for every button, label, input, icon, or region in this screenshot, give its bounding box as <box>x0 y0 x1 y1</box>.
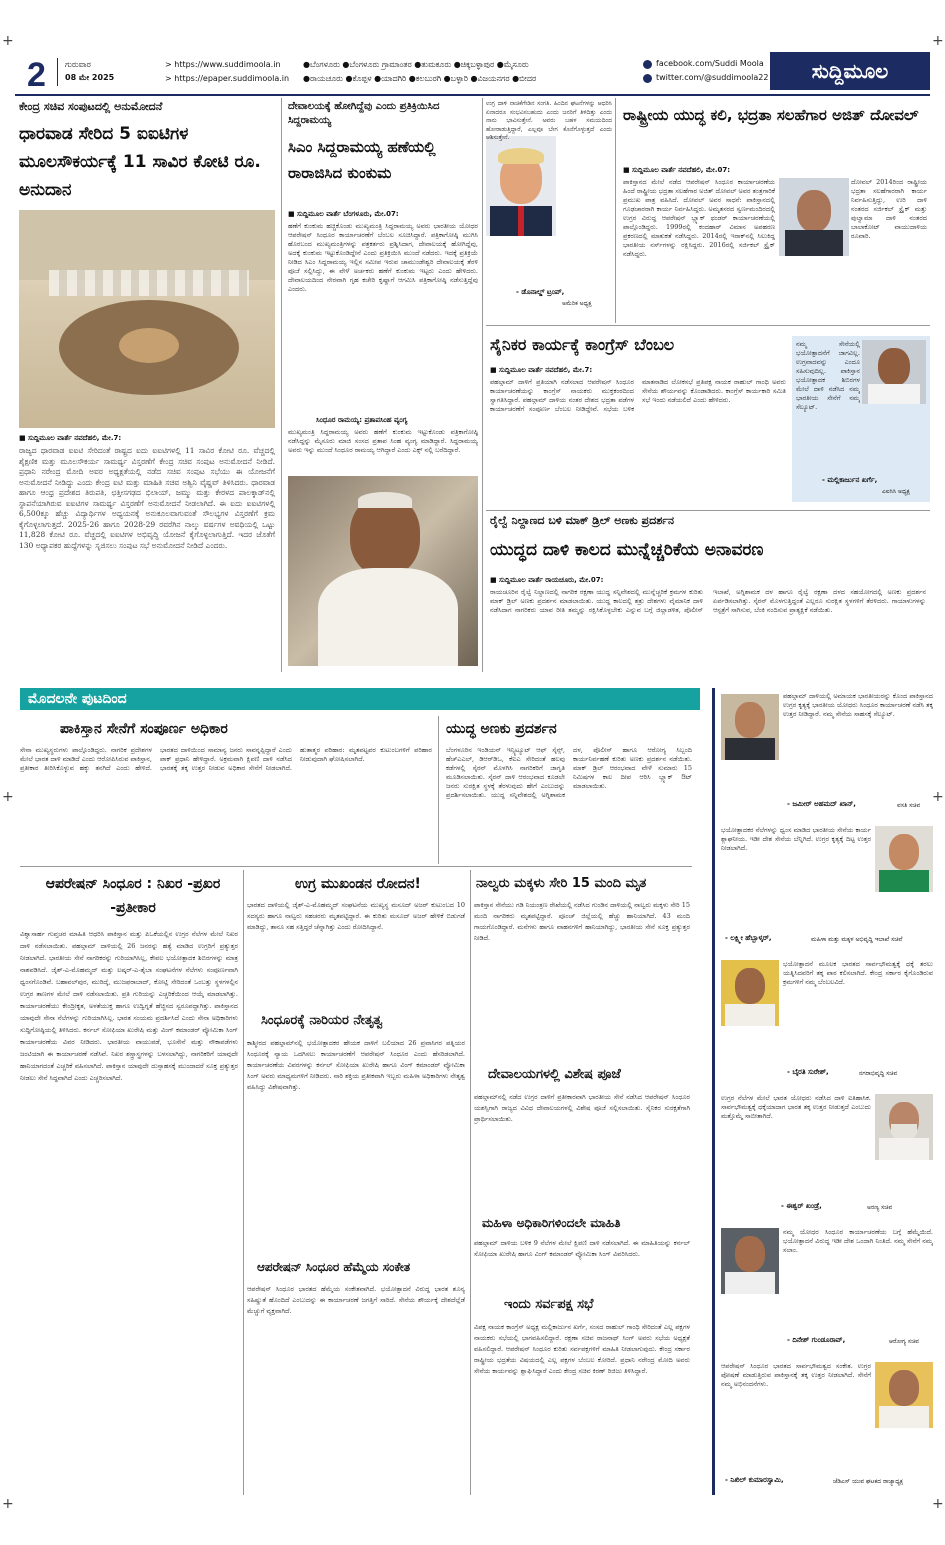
quote-role: ಅಮೆರಿಕ ಅಧ್ಯಕ್ಷ <box>562 300 592 307</box>
story-body-2: ಕಾಶ್ಮೀರದ ಪಹಲ್ಗಾಮ್‌ನಲ್ಲಿ ಭಯೋತ್ಪಾದಕರ ಹೇಯಕ ದಾಳಿಗೆ ಬಲಿಯಾದ 26 ಪ್ರವಾಸಿಗರ ಪತ್ನಿಯರ ಸಿಂಧೂರಕ್ಕೆ ನ್ಯಾಯ ಒದಗಿಸಲು ಕಾರ್ಯಾಚರಣೆಗೆ ಆಪರೇಷನ್ ಸಿಂಧೂರ ಎಂದು ಹೆಸರಿಡಲಾಗಿದೆ. ಕಾರ್ಯಾಚರಣೆಯ ವಿವರಗಳನ್ನು ಕರ್ನಲ್ ಸೋಫಿಯಾ ಖುರೇಷಿ ಹಾಗೂ ವಿಂಗ್ ಕಮಾಂಡರ್ ವ್ಯೋಮಿಕಾ ಸಿಂಗ್ ಅವರು ಮಾಧ್ಯಮಗಳಿಗೆ ನೀಡಿದರು. ನಾರಿ ಶಕ್ತಿಯ ಪ್ರತೀಕವಾಗಿ ಇಬ್ಬರು ಮಹಿಳಾ ಅಧಿಕಾರಿಗಳು ನೇತೃತ್ವ ವಹಿಸಿದ್ದು ವಿಶೇಷವಾಗಿತ್ತು. <box>247 1039 465 1091</box>
photo-face <box>889 1370 919 1406</box>
story-subhead-3: ಇಂದು ಸರ್ವಪಕ್ಷ ಸಭೆ <box>504 1297 594 1312</box>
story-body: ಪಾಕಿಸ್ತಾನದ ಮೇಲೆ ನಡೆದ ಆಪರೇಷನ್ ಸಿಂಧೂರ ಕಾರ್ಯಾಚರಣೆಯ ಹಿಂದೆ ರಾಷ್ಟ್ರೀಯ ಭದ್ರತಾ ಸಲಹೆಗಾರ ಅಜಿತ್ ದೋವಲ್ ಅವರ ತಂತ್ರಗಾರಿಕೆ ಪ್ರಮುಖ ಪಾತ್ರ ವಹಿಸಿದೆ. ದೋವಲ್ ಅವರ ಸಾಧನೆ: ಪಾಕಿಸ್ತಾನದಲ್ಲಿ ಗೂಢಚಾರರಾಗಿ ಕಾರ್ಯ ನಿರ್ವಹಿಸಿದ್ದರು. ಅಮೃತಸರದ ಸ್ವರ್ಣಮಂದಿರದಲ್ಲಿ ಉಗ್ರರ ವಿರುದ್ಧ ಆಪರೇಷನ್ ಬ್ಲ್ಯಾಕ್ ಥಂಡರ್ ಕಾರ್ಯಾಚರಣೆಯಲ್ಲಿ ಪಾಲ್ಗೊಂಡಿದ್ದರು. 1999ರಲ್ಲಿ ಕಂದಹಾರ್ ವಿಮಾನ ಅಪಹರಣ ಪ್ರಕರಣದಲ್ಲಿ ಮಾತುಕತೆ ನಡೆಸಿದ್ದರು. 2014ರಲ್ಲಿ ಇರಾಕ್‌ನಲ್ಲಿ ಸಿಲುಕಿದ್ದ ಭಾರತೀಯ ನರ್ಸ್‌ಗಳನ್ನು ರಕ್ಷಿಸಿದ್ದರು. 2016ರಲ್ಲಿ ಸರ್ಜಿಕಲ್ ಸ್ಟ್ರೈಕ್ ನಡೆಸಿದ್ದರು. <box>623 178 775 258</box>
quote-photo <box>721 1228 779 1294</box>
story-body: ಹಣೆಗೆ ಕುಂಕುಮ ಹಚ್ಚಿಕೊಂಡು ಮುಖ್ಯಮಂತ್ರಿ ಸಿದ್ದರಾಮಯ್ಯ ಅವರು ಭಾರತೀಯ ಯೋಧರ ಆಪರೇಷನ್ ಸಿಂಧೂರ ಕಾರ್ಯಾಚರಣೆಗೆ ಬೆಂಬಲ ಸೂಚಿಸಿದ್ದಾರೆ. ಪತ್ರಿಕಾಗೋಷ್ಠಿ ಮುಗಿಸಿ ಹೊರಬಂದ ಮುಖ್ಯಮಂತ್ರಿಗಳನ್ನು ಪತ್ರಕರ್ತರು ಪ್ರಶ್ನಿಸಿದಾಗ, ದೇವಾಲಯಕ್ಕೆ ಹೋಗಿದ್ದೆವು, ಅದಕ್ಕೆ ಕುಂಕುಮ ಇಟ್ಟುಕೊಂಡಿದ್ದೇನೆ ಎಂದು ಪ್ರತಿಕ್ರಿಯಿಸಿ ಮುಂದೆ ನಡೆದರು. ಇದಕ್ಕೆ ಪ್ರತಿಕ್ರಿಯೆ ನೀಡಿದ ಸಿಎಂ ಸಿದ್ದರಾಮಯ್ಯ ಇಲ್ಲಿನ ಸಮೀಪ ಇರುವ ಚಾಮುಂಡೇಶ್ವರಿ ದೇವಾಲಯಕ್ಕೆ ತೆರಳಿ ಪೂಜೆ ಸಲ್ಲಿಸಿದ್ದು, ಈ ವೇಳೆ ಅರ್ಚಕರು ಹಣೆಗೆ ಕುಂಕುಮ ಇಟ್ಟರು ಎಂದು ಹೇಳಿದರು. ದೇವಾಲಯದಿಂದ ನೇರವಾಗಿ ಗೃಹ ಕಚೇರಿ ಕೃಷ್ಣಾಗೆ ಆಗಮಿಸಿ ಪತ್ರಿಕಾಗೋಷ್ಠಿ ನಡೆಸುತ್ತಿದ್ದೆವು ಎಂದರು. <box>288 222 478 293</box>
story-operation-sindoor <box>20 870 240 1495</box>
photo-shirt <box>725 1004 775 1026</box>
story-headline: ಸಿಎಂ ಸಿದ್ದರಾಮಯ್ಯ ಹಣೆಯಲ್ಲಿ ರಾರಾಜಿಸಿದ ಕುಂಕುಮ <box>288 138 436 182</box>
story-mock-drill <box>486 512 930 672</box>
story-body: ರಾಜ್ಯದ ಧಾರವಾಡ ಐಐಟಿ ಸೇರಿದಂತೆ ರಾಷ್ಟ್ರದ ಐದು ಐಐಟಿಗಳಲ್ಲಿ 11 ಸಾವಿರ ಕೋಟಿ ರೂ. ವೆಚ್ಚದಲ್ಲಿ ಶೈಕ್ಷಣಿಕ ಮತ್ತು ಮೂಲಸೌಕರ್ಯ ಸಾಮರ್ಥ್ಯ ವಿಸ್ತರಣೆಗೆ ಕೇಂದ್ರ ಸಚಿವ ಸಂಪುಟ ಅನುಮೋದನೆ ನೀಡಿದೆ. ಪ್ರಧಾನಿ ನರೇಂದ್ರ ಮೋದಿ ಅವರ ಅಧ್ಯಕ್ಷತೆಯಲ್ಲಿ ನಡೆದ ಸಚಿವ ಸಂಪುಟ ಸಭೆಯು ಈ ಯೋಜನೆಗೆ ಅನುಮೋದನೆ ನೀಡಿದ್ದು ಎಂದು ಕೇಂದ್ರ ಐಟಿ ಮತ್ತು ಮಾಹಿತಿ ಸಚಿವ ಅಶ್ವಿನಿ ವೈಷ್ಣವ್ ತಿಳಿಸಿದರು. ಧಾರವಾಡ ಹಾಗೂ ಆಂಧ್ರ ಪ್ರದೇಶದ ತಿರುಪತಿ, ಛತ್ತೀಸಗಢದ ಭಿಲಾಯ್, ಜಮ್ಮು ಮತ್ತು ಕೇರಳದ ಪಾಲಕ್ಕಾಡ್‌ನಲ್ಲಿ ಸ್ಥಾಪನೆಯಾಗಿರುವ ಐಐಟಿಗಳ ಸಾಮರ್ಥ್ಯ ವಿಸ್ತರಣೆಗೆ ಅನುಮೋದನೆ ನೀಡಲಾಗಿದೆ. ಈ ಐದು ಐಐಟಿಗಳಲ್ಲಿ 6,500ಕ್ಕೂ ಹೆಚ್ಚು ವಿದ್ಯಾರ್ಥಿಗಳ ಅಧ್ಯಯನಕ್ಕೆ ಅನುಕೂಲವಾಗುವಂತೆ ಸೌಲಭ್ಯಗಳ ವಿಸ್ತರಣೆಗೆ ಕ್ರಮ ಕೈಗೊಳ್ಳಲಾಗುತ್ತದೆ. 2025-26 ಹಾಗೂ 2028-29 ರವರೆಗಿನ ನಾಲ್ಕು ವರ್ಷಗಳ ಅವಧಿಯಲ್ಲಿ ಒಟ್ಟು 11,828 ಕೋಟಿ ರೂ. ವೆಚ್ಚದಲ್ಲಿ ಐಐಟಿಗಳ ಅಭಿವೃದ್ಧಿ ಯೋಜನೆ ಕೈಗೊಳ್ಳಲಾಗುತ್ತಿದೆ. ಇದರ ಜೊತೆಗೆ 130 ಅಧ್ಯಾಪಕರ ಹುದ್ದೆಗಳನ್ನು ಸೃಜಿಸಲು ಸಂಪುಟ ಸಭೆ ಅನುಮೋದನೆ ನೀಡಿದೆ ಎಂದರು. <box>19 446 275 550</box>
quote-role: ಎಐಸಿಸಿ ಅಧ್ಯಕ್ಷ <box>882 488 910 495</box>
quote-role: ಅರಣ್ಯ ಸಚಿವ <box>867 1204 893 1211</box>
quote-text: ನಮ್ಮ ಯೋಧರ ಸಿಂಧೂರ ಕಾರ್ಯಾಚರಣೆಯ ಬಗ್ಗೆ ಹೆಮ್ಮೆಯಿದೆ. ಭಯೋತ್ಪಾದನೆ ವಿರುದ್ಧ ಇಡೀ ದೇಶ ಒಂದಾಗಿ ನಿಂತಿದೆ. ನಮ್ಮ ಸೇನೆಗೆ ನಮ್ಮ ಸಲಾಂ. <box>783 1228 933 1254</box>
quote-text: ಆಪರೇಷನ್ ಸಿಂಧೂರ ಭಾರತದ ಸಾರ್ವಭೌಮತ್ವದ ಸಂಕೇತ. ಉಗ್ರರ ಪೋಷಣೆ ಮಾಡುತ್ತಿರುವ ಪಾಕಿಸ್ತಾನಕ್ಕೆ ತಕ್ಕ ಉತ್ತರ ನೀಡಲಾಗಿದೆ. ಸೇನೆಗೆ ನಮ್ಮ ಅಭಿನಂದನೆಗಳು. <box>721 1362 871 1388</box>
photo-people-row <box>49 270 249 296</box>
quote-name: - ಲಕ್ಷ್ಮೀ ಹೆಬ್ಬಾಳ್ಕರ್, <box>725 934 772 942</box>
row-rule <box>20 866 692 867</box>
facebook-link[interactable]: facebook.com/Suddi Moola <box>656 59 764 68</box>
registration-mark: + <box>2 789 14 805</box>
story-headline: ಧಾರವಾಡ ಸೇರಿದ 5 ಐಐಟಿಗಳ ಮೂಲಸೌಕರ್ಯಕ್ಕೆ 11 ಸಾವಿರ ಕೋಟಿ ರೂ. ಅನುದಾನ <box>19 124 261 200</box>
quote-photo <box>721 694 779 760</box>
cabinet-meeting-photo <box>19 210 275 428</box>
quote-role: ನಗರಾಭಿವೃದ್ಧಿ ಸಚಿವ <box>859 1070 898 1077</box>
photo-shirt <box>868 384 920 404</box>
photo-face <box>735 1236 765 1272</box>
column-rule <box>482 98 483 672</box>
header-date: 08 ಮೇ 2025 <box>65 73 115 82</box>
quote-text: ಭಯೋತ್ಪಾದನೆ ಮೂಲಕ ಭಾರತದ ಸಾರ್ವಭೌಮತ್ವಕ್ಕೆ ಧಕ್ಕೆ ತರಲು ಯತ್ನಿಸಿದವರಿಗೆ ತಕ್ಕ ಪಾಠ ಕಲಿಸಲಾಗಿದೆ. ಕೇಂದ್ರ ಸರ್ಕಾರ ಕೈಗೊಂಡಿರುವ ಕ್ರಮಗಳಿಗೆ ನಮ್ಮ ಬೆಂಬಲವಿದೆ. <box>783 960 933 986</box>
story-subhead-2: ಮಹಿಳಾ ಅಧಿಕಾರಿಗಳಿಂದಲೇ ಮಾಹಿತಿ <box>482 1216 621 1230</box>
story-headline: ಯುದ್ಧದ ದಾಳಿ ಕಾಲದ ಮುನ್ನೆಚ್ಚರಿಕೆಯ ಅನಾವರಣ <box>490 540 764 560</box>
story-body: ಸೇನಾ ಮುಖ್ಯಸ್ಥರುಗಳು ಪಾಲ್ಗೊಂಡಿದ್ದರು. ನಾಗರಿಕ ಪ್ರದೇಶಗಳ ಮೇಲೆ ಭಾರತ ದಾಳಿ ಮಾಡಿದೆ ಎಂದು ಆರೋಪಿಸಿರುವ ಪಾಕಿಸ್ತಾನ, ಪ್ರತೀಕಾರ ತೀರಿಸಿಕೊಳ್ಳುವ ಹಕ್ಕು ತನಗಿದೆ ಎಂದು ಹೇಳಿದೆ. ಭಾರತದ ದಾಳಿಯಿಂದ ಸಾಮಾನ್ಯ ಜನರು ಸಾವನ್ನಪ್ಪಿದ್ದಾರೆ ಎಂದು ಪಾಕ್ ಪ್ರಧಾನಿ ಹೇಳಿದ್ದಾರೆ. ಅಕ್ರಮವಾಗಿ ಕ್ಷಿಪಣಿ ದಾಳಿ ನಡೆಸಿದ ಭಾರತಕ್ಕೆ ತಕ್ಕ ಉತ್ತರ ನೀಡುವ ಅಧಿಕಾರ ಸೇನೆಗೆ ನೀಡಲಾಗಿದೆ. ಹುತಾತ್ಮರ ಪರಿಹಾರ: ಮೃತಪಟ್ಟವರ ಕುಟುಂಬಗಳಿಗೆ ಪರಿಹಾರ ನೀಡುವುದಾಗಿ ಘೋಷಿಸಲಾಗಿದೆ. <box>20 746 432 772</box>
quote-card <box>721 688 933 818</box>
quote-name: - ನಿಖಿಲ್ ಕುಮಾರಸ್ವಾಮಿ, <box>725 1476 784 1484</box>
story-headline: ಸೈನಿಕರ ಕಾರ್ಯಕ್ಕೆ ಕಾಂಗ್ರೆಸ್ ಬೆಂಬಲ <box>490 335 675 354</box>
story-body-2: ಮುಖ್ಯಮಂತ್ರಿ ಸಿದ್ದರಾಮಯ್ಯ ಅವರು ಹಣೆಗೆ ಕುಂಕುಮ ಇಟ್ಟುಕೊಂಡು ಪತ್ರಿಕಾಗೋಷ್ಠಿ ನಡೆಸಿದ್ದನ್ನು ಮೈಸೂರು ಮಾಜಿ ಸಂಸದ ಪ್ರತಾಪ ಸಿಂಹ ವ್ಯಂಗ್ಯ ಮಾಡಿದ್ದಾರೆ. ಸಿದ್ದರಾಮಯ್ಯ ಅವರು ಇನ್ನು ಮುಂದೆ ಸಿಂಧೂರ ರಾಮಯ್ಯ ಆಗಿದ್ದಾರೆ ಎಂದು ಎಕ್ಸ್ ನಲ್ಲಿ ಬರೆದಿದ್ದಾರೆ. <box>288 428 478 454</box>
photo-suit <box>785 230 843 256</box>
quote-card <box>721 822 933 952</box>
column-rule <box>281 98 282 672</box>
photo-shirt <box>725 738 775 760</box>
story-byline: ■ ಸುದ್ದಿಮೂಲ ವಾರ್ತೆ ರಾಯಚೂರು, ಮೇ.07: <box>490 576 604 584</box>
story-body: ಪಾಕಿಸ್ತಾನ ಸೇನೆಯು ಗಡಿ ನಿಯಂತ್ರಣ ರೇಖೆಯಲ್ಲಿ ನಡೆಸಿದ ಗುಂಡಿನ ದಾಳಿಯಲ್ಲಿ ನಾಲ್ವರು ಮಕ್ಕಳು ಸೇರಿ 15 ಮಂದಿ ನಾಗರಿಕರು ಮೃತಪಟ್ಟಿದ್ದಾರೆ. ಪೂಂಚ್ ಜಿಲ್ಲೆಯಲ್ಲಿ ಹೆಚ್ಚು ಹಾನಿಯಾಗಿದೆ. 43 ಮಂದಿ ಗಾಯಗೊಂಡಿದ್ದಾರೆ. ಮನೆಗಳು ಹಾಗೂ ವಾಹನಗಳಿಗೆ ಹಾನಿಯಾಗಿದ್ದು, ಭಾರತೀಯ ಸೇನೆ ಸೂಕ್ತ ಪ್ರತ್ಯುತ್ತರ ನೀಡಿದೆ. <box>474 901 690 942</box>
photo-face <box>797 190 831 232</box>
epaper-link[interactable]: > https://epaper.suddimoola.in <box>165 74 290 83</box>
column-rule <box>470 870 471 1495</box>
story-subhead: ಸಿಂಧೂರಕ್ಕೆ ನಾರಿಯರ ನೇತೃತ್ವ <box>261 1013 383 1028</box>
photo-shirt <box>879 1406 929 1428</box>
quotes-sidebar <box>712 688 933 1495</box>
website-link[interactable]: > https://www.suddimoola.in <box>165 60 281 69</box>
masthead-logo <box>770 52 930 90</box>
twitter-icon <box>643 74 652 83</box>
story-war-mock-drill <box>442 716 692 864</box>
registration-mark: + <box>932 1496 944 1512</box>
section-bar <box>20 688 700 710</box>
header-divider <box>57 58 58 86</box>
editions-row-1: ●ಬೆಂಗಳೂರು ●ಬೆಂಗಳೂರು ಗ್ರಾಮಾಂತರ ●ತುಮಕೂರು ●ಚಿಕ್ಕಬಳ್ಳಾಪುರ ●ಮೈಸೂರು <box>303 60 529 69</box>
registration-mark: + <box>932 789 944 805</box>
story-body-2: ಪಹಲ್ಗಾಮ್‌ನಲ್ಲಿ ನಡೆದ ಉಗ್ರರ ದಾಳಿಗೆ ಪ್ರತೀಕಾರವಾಗಿ ಭಾರತೀಯ ಸೇನೆ ನಡೆಸಿದ ಆಪರೇಷನ್ ಸಿಂಧೂರ ಯಶಸ್ಸಿಗಾಗಿ ರಾಜ್ಯದ ವಿವಿಧ ದೇವಾಲಯಗಳಲ್ಲಿ ವಿಶೇಷ ಪೂಜೆ ಸಲ್ಲಿಸಲಾಯಿತು. ಸೈನಿಕರ ಸುರಕ್ಷತೆಗಾಗಿ ಪ್ರಾರ್ಥಿಸಲಾಯಿತು. <box>474 1093 690 1123</box>
story-body-3: ಆಪರೇಷನ್ ಸಿಂಧೂರ ಭಾರತದ ಹೆಮ್ಮೆಯ ಸಂಕೇತವಾಗಿದೆ. ಭಯೋತ್ಪಾದನೆ ವಿರುದ್ಧ ಭಾರತ ಶೂನ್ಯ ಸಹಿಷ್ಣುತೆ ಹೊಂದಿದೆ ಎಂಬುದನ್ನು ಈ ಕಾರ್ಯಾಚರಣೆ ಜಗತ್ತಿಗೆ ಸಾರಿದೆ. ಸೇನೆಯ ಶೌರ್ಯಕ್ಕೆ ದೇಶದೆಲ್ಲೆಡೆ ಮೆಚ್ಚುಗೆ ವ್ಯಕ್ತವಾಗಿದೆ. <box>247 1285 465 1315</box>
quote-name: - ಜಮೀರ್ ಅಹಮದ್ ಖಾನ್, <box>787 800 856 808</box>
quote-photo <box>875 1362 933 1428</box>
editions-row-2: ●ರಾಯಚೂರು ●ಕೊಪ್ಪಳ ●ಯಾದಗಿರಿ ●ಕಲಬುರಗಿ ●ಬಳ್ಳಾರಿ ●ವಿಜಯನಗರ ●ಬೀದರ <box>303 74 537 83</box>
story-body: ರಾಯಚೂರಿನ ರೈಲ್ವೆ ನಿಲ್ದಾಣದಲ್ಲಿ ನಾಗರಿಕ ರಕ್ಷಣಾ ಯುದ್ಧ ಸನ್ನಿವೇಶದಲ್ಲಿ ಮುನ್ನೆಚ್ಚರಿಕೆ ಕ್ರಮಗಳ ಕುರಿತು ಮಾಕ್ ಡ್ರಿಲ್ ಅಣಕು ಪ್ರದರ್ಶನ ಮಾಡಲಾಯಿತು. ಯುದ್ಧ ಕಾಲದಲ್ಲಿ ಶತ್ರು ದೇಶಗಳು ವೈಮಾನಿಕ ದಾಳಿ ನಡೆಸಿದಾಗ ನಾಗರಿಕರು ಯಾವ ರೀತಿ ತಮ್ಮನ್ನು ರಕ್ಷಿಸಿಕೊಳ್ಳಬೇಕು ಎನ್ನುವ ಬಗ್ಗೆ ಜಿಲ್ಲಾಡಳಿತ, ಪೊಲೀಸ್ ಇಲಾಖೆ, ಅಗ್ನಿಶಾಮಕ ದಳ ಹಾಗೂ ರೈಲ್ವೆ ರಕ್ಷಣಾ ದಳದ ಸಹಯೋಗದಲ್ಲಿ ಅಣಕು ಪ್ರದರ್ಶನ ಏರ್ಪಡಿಸಲಾಗಿತ್ತು. ಸೈರನ್ ಮೊಳಗುತ್ತಿದ್ದಂತೆ ಎಲ್ಲರೂ ಸುರಕ್ಷಿತ ಸ್ಥಳಗಳಿಗೆ ತೆರಳಿದರು. ಗಾಯಾಳುಗಳನ್ನು ಆಸ್ಪತ್ರೆಗೆ ಸಾಗಿಸುವ, ಬೆಂಕಿ ನಂದಿಸುವ ಪ್ರಾತ್ಯಕ್ಷಿಕೆ ನಡೆಯಿತು. <box>490 588 926 614</box>
story-ajit-doval <box>619 98 930 323</box>
quote-photo <box>875 826 933 892</box>
story-terror-leader <box>247 870 467 1495</box>
story-headline: ಯುದ್ಧ ಅಣಕು ಪ್ರದರ್ಶನ <box>446 721 557 737</box>
story-subhead: ದೇವಾಲಯಗಳಲ್ಲಿ ವಿಶೇಷ ಪೂಜೆ <box>488 1067 621 1082</box>
quote-name: - ಬೈರತಿ ಸುರೇಶ್, <box>787 1068 829 1076</box>
column-rule <box>243 870 244 1495</box>
story-body: ಪಹಲ್ಗಾಮ್ ದಾಳಿಗೆ ಪ್ರತಿಯಾಗಿ ನಡೆಸಲಾದ ಆಪರೇಷನ್ ಸಿಂಧೂರ ಕಾರ್ಯಾಚರಣೆಯನ್ನು ಕಾಂಗ್ರೆಸ್ ನಾಯಕರು ಮುಕ್ತಕಂಠದಿಂದ ಸ್ವಾಗತಿಸಿದ್ದಾರೆ. ಪಹಲ್ಗಾಮ್ ದಾಳಿಯ ನಂತರ ದೇಶದ ಭದ್ರತಾ ಪಡೆಗಳ ಕಾರ್ಯಾಚರಣೆಗೆ ಸಂಪೂರ್ಣ ಬೆಂಬಲ ನೀಡಿದ್ದೇವೆ. ಸಭೆಯ ಬಳಿಕ ಮಾತನಾಡಿದ ಲೋಕಸಭೆ ಪ್ರತಿಪಕ್ಷ ನಾಯಕ ರಾಹುಲ್ ಗಾಂಧಿ ಅವರು ಸೇನೆಯ ಶೌರ್ಯವನ್ನು ಕೊಂಡಾಡಿದರು. ಕಾಂಗ್ರೆಸ್ ಕಾರ್ಯಕಾರಿ ಸಮಿತಿ ಸಭೆ ಇಂದು ನಡೆಯಲಿದೆ ಎಂದು ಹೇಳಿದರು. <box>490 378 786 413</box>
photo-face <box>350 496 420 576</box>
header-rule <box>15 94 930 96</box>
quote-text: ಉಗ್ರರ ನೆಲೆಗಳ ಮೇಲೆ ಭಾರತ ಯೋಧರು ನಡೆಸಿದ ದಾಳಿ ಐತಿಹಾಸಿಕ. ಸಾರ್ವಭೌಮತ್ವಕ್ಕೆ ಧಕ್ಕೆಯಾದಾಗ ಭಾರತ ತಕ್ಕ ಉತ್ತರ ನೀಡುತ್ತದೆ ಎಂಬುದು ಮತ್ತೊಮ್ಮೆ ಸಾಬೀತಾಗಿದೆ. <box>721 1094 871 1120</box>
registration-mark: + <box>2 33 14 49</box>
story-headline: ನಾಲ್ವರು ಮಕ್ಕಳು ಸೇರಿ 15 ಮಂದಿ ಮೃತ <box>476 876 647 891</box>
quote-text: ಭಯೋತ್ಪಾದಕರ ನೆಲೆಗಳನ್ನು ಧ್ವಂಸ ಮಾಡಿದ ಭಾರತೀಯ ಸೇನೆಯ ಕಾರ್ಯ ಶ್ಲಾಘನೀಯ. ಇಡೀ ದೇಶ ಸೇನೆಯ ಬೆನ್ನಿಗಿದೆ. ಉಗ್ರರ ಕೃತ್ಯಕ್ಕೆ ದಿಟ್ಟ ಉತ್ತರ ನೀಡಲಾಗಿದೆ. <box>721 826 871 852</box>
page-header <box>15 52 930 92</box>
story-kicker: ಕೇಂದ್ರ ಸಚಿವ ಸಂಪುಟದಲ್ಲಿ ಅನುಮೋದನೆ <box>19 100 163 113</box>
header-day: ಗುರುವಾರ <box>65 60 91 69</box>
story-byline: ■ ಸುದ್ದಿಮೂಲ ವಾರ್ತೆ ನವದೆಹಲಿ, ಮೇ.7: <box>490 366 593 374</box>
page-number: 2 <box>27 56 46 94</box>
photo-shirt <box>318 568 458 666</box>
quote-card <box>721 1090 933 1220</box>
photo-face <box>735 968 765 1004</box>
photo-shirt <box>879 1138 929 1160</box>
row-rule <box>486 510 930 511</box>
quote-role: ಜೆಡಿಎಸ್ ಯುವ ಘಟಕದ ರಾಜ್ಯಾಧ್ಯಕ್ಷ <box>833 1478 904 1485</box>
story-kicker: ದೇವಾಲಯಕ್ಕೆ ಹೋಗಿದ್ದೆವು ಎಂದು ಪ್ರತಿಕ್ರಿಯಿಸಿದ ಸಿದ್ದರಾಮಯ್ಯ <box>288 101 440 126</box>
masthead-text: ಸುದ್ದಿಮೂಲ <box>811 59 889 83</box>
story-body: ಬೆಂಗಳೂರಿನ ಇಂಡಿಯನ್ ಇನ್ಸ್ಟಿಟ್ಯೂಟ್ ಆಫ್ ಸೈನ್ಸ್, ಹೆಚ್‌ಎಎಲ್, ಡಿಆರ್‌ಡಿಒ, ಕೆಐಎ ಸೇರಿದಂತೆ ಹಲವು ಕಡೆಗಳಲ್ಲಿ ಸೈರನ್ ಮೊಳಗಿಸಿ ನಾಗರಿಕರಿಗೆ ಜಾಗೃತಿ ಮೂಡಿಸಲಾಯಿತು. ಸೈರನ್ ದಾಳಿ ಆರಂಭವಾದ ಕೂಡಲೇ ಜನರು ಸುರಕ್ಷಿತ ಸ್ಥಳಕ್ಕೆ ತೆರಳುವುದು ಹೇಗೆ ಎಂಬುದನ್ನು ಪ್ರದರ್ಶಿಸಲಾಯಿತು. ಯುದ್ಧ ಸನ್ನಿವೇಶದಲ್ಲಿ ಅಗ್ನಿಶಾಮಕ ದಳ, ಪೊಲೀಸ್ ಹಾಗೂ ಆರೋಗ್ಯ ಸಿಬ್ಬಂದಿ ಕಾರ್ಯನಿರ್ವಹಣೆ ಕುರಿತು ಅಣಕು ಪ್ರದರ್ಶನ ನಡೆಯಿತು. ಮಾಕ್ ಡ್ರಿಲ್ ಆರಂಭವಾದ ವೇಳೆ ಸುಮಾರು 15 ನಿಮಿಷಗಳ ಕಾಲ ದೀಪ ಆರಿಸಿ ಬ್ಲ್ಯಾಕ್ ಔಟ್ ಮಾಡಲಾಯಿತು. <box>446 746 692 799</box>
facebook-icon <box>643 60 652 69</box>
story-congress-support <box>486 328 788 508</box>
doval-photo <box>779 178 849 256</box>
quote-name: - ಈಶ್ವರ್ ಖಂಡ್ರೆ, <box>781 1202 822 1210</box>
quote-role: ವಸತಿ ಸಚಿವ <box>897 802 921 809</box>
story-headline: ಉಗ್ರ ಮುಖಂಡನ ರೋದನ! <box>295 876 421 892</box>
quote-text-continued <box>796 416 926 468</box>
row-rule <box>486 325 930 326</box>
story-kicker: ರೈಲ್ವೆ ನಿಲ್ದಾಣದ ಬಳಿ ಮಾಕ್ ಡ್ರಿಲ್ ಅಣಕು ಪ್ರದರ್ಶನ <box>490 514 675 527</box>
quote-text: ನಮ್ಮ ಸೇನೆಯಲ್ಲಿ ಭಯೋತ್ಪಾದನೆಗೆ ಜಾಗವಿಲ್ಲ. ಉಗ್ರವಾದವನ್ನು ಎಂದೂ ಸಹಿಸುವುದಿಲ್ಲ. ಪಾಕಿಸ್ತಾನ ಭಯೋತ್ಪಾದಕ ಶಿಬಿರಗಳ ಮೇಲೆ ದಾಳಿ ನಡೆಸಿದ ನಮ್ಮ ಭಾರತೀಯ ಸೇನೆಗೆ ನಮ್ಮ ಸೆಲ್ಯೂಟ್. <box>796 340 860 411</box>
quote-card <box>721 1224 933 1354</box>
quote-name: - ಮಲ್ಲಿಕಾರ್ಜುನ ಖರ್ಗೆ, <box>822 476 878 484</box>
story-byline: ■ ಸುದ್ದಿಮೂಲ ವಾರ್ತೆ ನವದೆಹಲಿ, ಮೇ.07: <box>623 166 731 174</box>
story-subhead: ಸಿಂಧೂರ ರಾಮಯ್ಯ: ಪ್ರತಾಪಸಿಂಹ ವ್ಯಂಗ್ಯ <box>316 416 408 424</box>
kharge-photo <box>862 340 926 404</box>
quote-text: ಪಹಲ್ಗಾಮ್ ದಾಳಿಯಲ್ಲಿ ಅಮಾಯಕ ಭಾರತೀಯರನ್ನು ಕೊಂದ ಪಾಕಿಸ್ತಾನದ ಉಗ್ರರ ಕೃತ್ಯಕ್ಕೆ ಭಾರತೀಯ ಯೋಧರು ಸಿಂಧೂರ ಕಾರ್ಯಾಚರಣೆ ನಡೆಸಿ ತಕ್ಕ ಉತ್ತರ ನೀಡಿದ್ದಾರೆ. ನಮ್ಮ ಸೇನೆಯ ಸಾಹಸಕ್ಕೆ ಸೆಲ್ಯೂಟ್. <box>783 692 933 718</box>
photo-face <box>889 834 919 870</box>
photo-sari <box>879 870 929 892</box>
photo-face <box>878 348 910 386</box>
quote-role: ಮಹಿಳಾ ಮತ್ತು ಮಕ್ಕಳ ಅಭಿವೃದ್ಧಿ ಇಲಾಖೆ ಸಚಿವೆ <box>811 936 903 943</box>
story-body-3: ಪಹಲ್ಗಾಮ್ ದಾಳಿಯ ಬಳಿಕ 9 ನೆಲೆಗಳ ಮೇಲೆ ಕ್ಷಿಪಣಿ ದಾಳಿ ನಡೆಸಲಾಗಿದೆ. ಈ ಮಾಹಿತಿಯನ್ನು ಕರ್ನಲ್ ಸೋಫಿಯಾ ಖುರೇಷಿ ಹಾಗೂ ವಿಂಗ್ ಕಮಾಂಡರ್ ವ್ಯೋಮಿಕಾ ಸಿಂಗ್ ವಿವರಿಸಿದರು. <box>474 1239 690 1258</box>
story-subhead-2: ಆಪರೇಷನ್ ಸಿಂಧೂರ ಹೆಮ್ಮೆಯ ಸಂಕೇತ <box>257 1260 411 1274</box>
photo-centerpiece <box>119 328 179 363</box>
story-byline: ■ ಸುದ್ದಿಮೂಲ ವಾರ್ತೆ ನವದೆಹಲಿ, ಮೇ.7: <box>19 434 122 442</box>
section-bar-label: ಮೊದಲನೇ ಪುಟದಿಂದ <box>28 691 127 707</box>
story-cm-kumkum <box>286 98 479 672</box>
story-body: ಭಾರತದ ದಾಳಿಯಲ್ಲಿ ಜೈಶ್-ಎ-ಮೊಹಮ್ಮದ್ ಸಂಘಟನೆಯ ಮುಖ್ಯಸ್ಥ ಮಸೂದ್ ಅಜರ್ ಕುಟುಂಬದ 10 ಸದಸ್ಯರು ಹಾಗೂ ನಾಲ್ವರು ಸಹಚರರು ಮೃತಪಟ್ಟಿದ್ದಾರೆ. ಈ ಕುರಿತು ಮಸೂದ್ ಅಜರ್ ಹೇಳಿಕೆ ಬಿಡುಗಡೆ ಮಾಡಿದ್ದು, ತಾನೂ ಸಹ ಸತ್ತಿದ್ದರೆ ಚೆನ್ನಾಗಿತ್ತು ಎಂದು ರೋದಿಸಿದ್ದಾನೆ. <box>247 901 465 931</box>
story-body-4: ವಿಪಕ್ಷ ನಾಯಕ ಕಾಂಗ್ರೆಸ್ ಅಧ್ಯಕ್ಷ ಮಲ್ಲಿಕಾರ್ಜುನ ಖರ್ಗೆ, ಸಂಸದ ರಾಹುಲ್ ಗಾಂಧಿ ಸೇರಿದಂತೆ ಎಲ್ಲ ಪಕ್ಷಗಳ ನಾಯಕರು ಸಭೆಯಲ್ಲಿ ಭಾಗವಹಿಸಲಿದ್ದಾರೆ. ರಕ್ಷಣಾ ಸಚಿವ ರಾಜನಾಥ್ ಸಿಂಗ್ ಅವರು ಸಭೆಯ ಅಧ್ಯಕ್ಷತೆ ವಹಿಸಲಿದ್ದಾರೆ. ಆಪರೇಷನ್ ಸಿಂಧೂರ ಕುರಿತು ಸರ್ವಪಕ್ಷಗಳಿಗೆ ಮಾಹಿತಿ ನೀಡಲಾಗುವುದು. ಕೇಂದ್ರ ಸರ್ಕಾರ ರಾಷ್ಟ್ರೀಯ ಭದ್ರತೆಯ ವಿಷಯದಲ್ಲಿ ಎಲ್ಲ ಪಕ್ಷಗಳ ಬೆಂಬಲ ಕೋರಿದೆ. ಪ್ರಧಾನಿ ನರೇಂದ್ರ ಮೋದಿ ಅವರು ಸೇನೆಯ ಕಾರ್ಯವನ್ನು ಶ್ಲಾಘಿಸಿದ್ದಾರೆ ಎಂದು ಕೇಂದ್ರ ಸಚಿವ ಕಿರಣ್ ರಿಜಿಜು ತಿಳಿಸಿದ್ದಾರೆ. <box>474 1323 690 1375</box>
photo-hair <box>358 492 412 508</box>
quote-role: ಆರೋಗ್ಯ ಸಚಿವ <box>889 1338 919 1345</box>
registration-mark: + <box>2 1496 14 1512</box>
column-rule <box>438 716 439 864</box>
photo-shirt <box>725 1272 775 1294</box>
twitter-link[interactable]: twitter.com/@suddimoola22 <box>656 73 769 82</box>
quote-card <box>721 956 933 1086</box>
story-shelling-deaths <box>474 870 692 1495</box>
photo-face <box>735 702 765 738</box>
story-headline: ಆಪರೇಷನ್ ಸಿಂಧೂರ : ನಿಖರ -ಪ್ರಖರ -ಪ್ರತೀಕಾರ <box>45 876 221 916</box>
story-headline: ರಾಷ್ಟ್ರೀಯ ಯುದ್ಧ ಕಲಿ, ಭದ್ರತಾ ಸಲಹೆಗಾರ ಅಜಿತ್ ದೋವಲ್ <box>623 106 919 124</box>
quote-photo <box>721 960 779 1026</box>
siddaramaiah-photo <box>288 476 478 666</box>
quote-photo <box>875 1094 933 1160</box>
story-iit-funding <box>15 98 277 672</box>
story-body-2: ದೋವಲ್ 2014ರಿಂದ ರಾಷ್ಟ್ರೀಯ ಭದ್ರತಾ ಸಲಹೆಗಾರರಾಗಿ ಕಾರ್ಯ ನಿರ್ವಹಿಸುತ್ತಿದ್ದು, ಉರಿ ದಾಳಿ ನಂತರದ ಸರ್ಜಿಕಲ್ ಸ್ಟ್ರೈಕ್ ಮತ್ತು ಪುಲ್ವಾಮಾ ದಾಳಿ ನಂತರದ ಬಾಲಾಕೋಟ್ ವಾಯುದಾಳಿಯ ರೂವಾರಿ. <box>851 178 927 240</box>
quote-name: - ದಿನೇಶ್ ಗುಂಡೂರಾವ್, <box>787 1336 846 1344</box>
quote-text: ಉಗ್ರ ದಾಳಿ ನಾಚಿಕೆಗೇಡಿನ ಸಂಗತಿ. ಹಿಂದಿನ ಘಟನೆಗಳನ್ನು ಆಧರಿಸಿ ಏನಾದರೂ ಸಂಭವಿಸಬಹುದು ಎಂದು ಜನರಿಗೆ ತಿಳಿದಿತ್ತು ಎಂದು ನಾನು ಭಾವಿಸುತ್ತೇನೆ. ಅವರು ಬಹಳ ಸಮಯದಿಂದ ಹೋರಾಡುತ್ತಿದ್ದಾರೆ, ಎಲ್ಲವೂ ಬೇಗ ಕೊನೆಗೊಳ್ಳುತ್ತದೆ ಎಂದು ಆಶಿಸುತ್ತೇನೆ. <box>486 100 612 141</box>
quote-name: - ಡೊನಾಲ್ಡ್ ಟ್ರಂಪ್, <box>516 288 565 296</box>
story-byline: ■ ಸುದ್ದಿಮೂಲ ವಾರ್ತೆ ಬೆಂಗಳೂರು, ಮೇ.07: <box>288 210 399 218</box>
story-headline: ಪಾಕಿಸ್ತಾನ ಸೇನೆಗೆ ಸಂಪೂರ್ಣ ಅಧಿಕಾರ <box>60 721 228 737</box>
trump-quote-box <box>486 98 612 323</box>
story-body: ವಿಶ್ವಾಸಾರ್ಹ ಗುಪ್ತಚರ ಮಾಹಿತಿ ಆಧರಿಸಿ ಪಾಕಿಸ್ತಾನ ಮತ್ತು ಪಿಒಕೆಯಲ್ಲಿನ ಉಗ್ರರ ನೆಲೆಗಳ ಮೇಲೆ ನಿಖರ ದಾಳಿ ನಡೆಸಲಾಯಿತು. ಪಹಲ್ಗಾಮ್ ದಾಳಿಯಲ್ಲಿ 26 ಜನರನ್ನು ಹತ್ಯೆ ಮಾಡಿದ ಉಗ್ರರಿಗೆ ಪ್ರತ್ಯುತ್ತರ ನೀಡಲಾಗಿದೆ. ಭಾರತೀಯ ಸೇನೆ ನಾಗರಿಕರನ್ನು ಗುರಿಯಾಗಿಸಿಲ್ಲ, ಕೇವಲ ಭಯೋತ್ಪಾದಕ ಶಿಬಿರಗಳನ್ನು ಮಾತ್ರ ನಾಶಪಡಿಸಿದೆ. ಜೈಶ್-ಎ-ಮೊಹಮ್ಮದ್ ಮತ್ತು ಲಷ್ಕರ್-ಎ-ತೈಬಾ ಸಂಘಟನೆಗಳ ನೆಲೆಗಳು ಸಂಪೂರ್ಣವಾಗಿ ಧ್ವಂಸಗೊಂಡಿವೆ. ಬಹಾವಲ್‌ಪುರ, ಮುರಿದ್ಕೆ, ಮುಜಫರಾಬಾದ್, ಕೋಟ್ಲಿ ಸೇರಿದಂತೆ ಒಂಬತ್ತು ಸ್ಥಳಗಳಲ್ಲಿನ ಉಗ್ರರ ತಾಣಗಳ ಮೇಲೆ ದಾಳಿ ನಡೆಸಲಾಯಿತು. ಪ್ರತಿ ಗುರಿಯನ್ನು ಎಚ್ಚರಿಕೆಯಿಂದ ಆಯ್ಕೆ ಮಾಡಲಾಗಿತ್ತು. ಕಾರ್ಯಾಚರಣೆಯು ಕೇಂದ್ರೀಕೃತ, ಅಳತೆಯುಕ್ತ ಹಾಗೂ ಉದ್ವಿಗ್ನತೆ ಹೆಚ್ಚಿಸದ ಸ್ವರೂಪದ್ದಾಗಿತ್ತು. ಪಾಕಿಸ್ತಾನದ ಯಾವುದೇ ಸೇನಾ ನೆಲೆಗಳನ್ನು ಗುರಿಯಾಗಿಸಿಲ್ಲ. ಭಾರತ ಸಂಯಮ ಪ್ರದರ್ಶಿಸಿದೆ ಎಂದು ಸೇನಾ ಅಧಿಕಾರಿಗಳು ಸುದ್ದಿಗೋಷ್ಠಿಯಲ್ಲಿ ತಿಳಿಸಿದರು. ಕರ್ನಲ್ ಸೋಫಿಯಾ ಖುರೇಷಿ ಮತ್ತು ವಿಂಗ್ ಕಮಾಂಡರ್ ವ್ಯೋಮಿಕಾ ಸಿಂಗ್ ಕಾರ್ಯಾಚರಣೆಯ ವಿವರ ನೀಡಿದರು. ಭಾರತೀಯ ವಾಯುಪಡೆ, ಭೂಸೇನೆ ಮತ್ತು ನೌಕಾಪಡೆಗಳು ಜಂಟಿಯಾಗಿ ಈ ಕಾರ್ಯಾಚರಣೆ ನಡೆಸಿವೆ. ನಿಖರ ಶಸ್ತ್ರಾಸ್ತ್ರಗಳನ್ನು ಬಳಸಲಾಗಿದ್ದು, ನಾಗರಿಕರಿಗೆ ಯಾವುದೇ ಹಾನಿಯಾಗದಂತೆ ಎಚ್ಚರಿಕೆ ವಹಿಸಲಾಗಿದೆ. ಪಾಕಿಸ್ತಾನ ಯಾವುದೇ ದುಸ್ಸಾಹಸಕ್ಕೆ ಮುಂದಾದರೆ ಸೂಕ್ತ ಪ್ರತ್ಯುತ್ತರ ನೀಡಲು ಸೇನೆ ಸಿದ್ಧವಾಗಿದೆ ಎಂದು ಎಚ್ಚರಿಸಲಾಗಿದೆ. <box>20 930 238 1082</box>
quote-card <box>721 1358 933 1493</box>
column-rule <box>615 98 616 323</box>
registration-mark: + <box>932 33 944 49</box>
kharge-quote-box <box>792 336 930 502</box>
story-pak-army <box>20 716 435 864</box>
